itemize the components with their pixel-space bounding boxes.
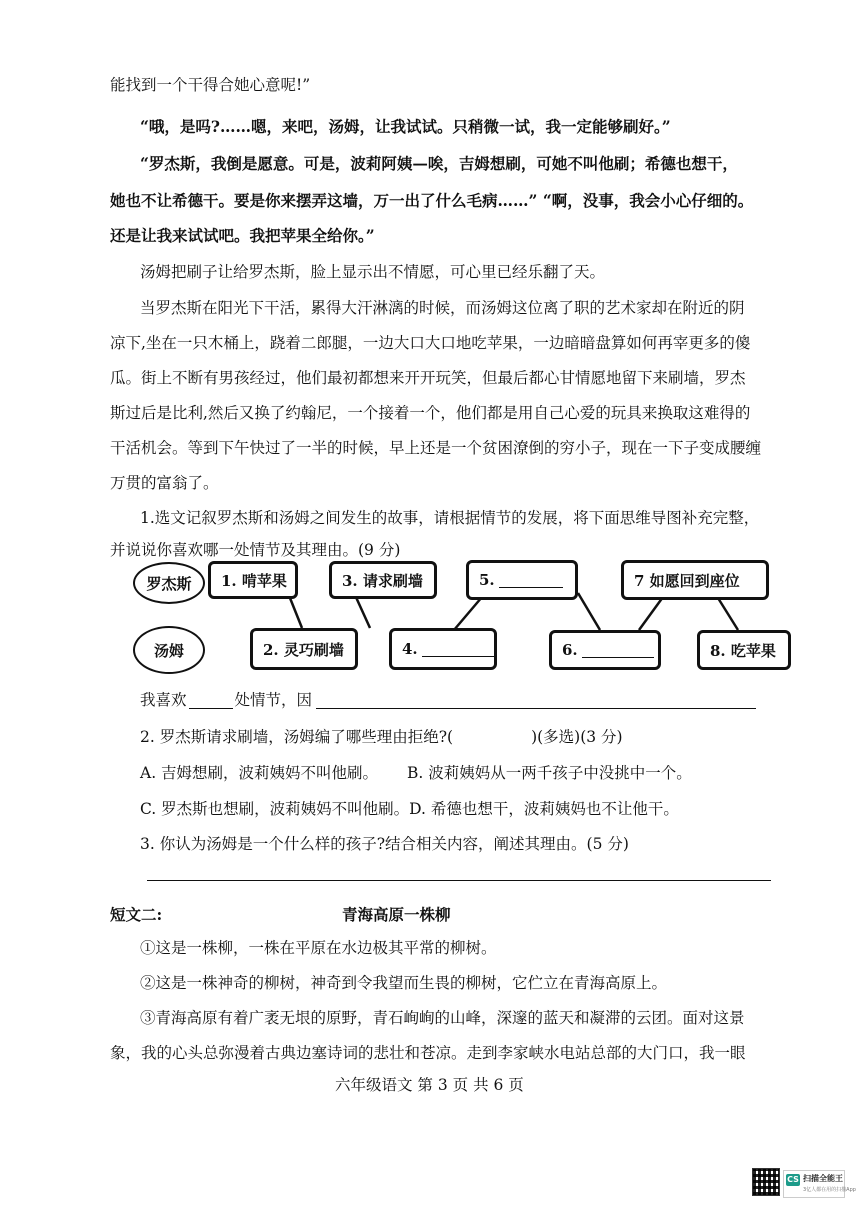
preference-prefix: 我喜欢: [140, 691, 187, 709]
story-line: 瓜。街上不断有男孩经过，他们最初都想来开开玩笑，但最后都心甘情愿地留下来刷墙，罗杰: [110, 369, 746, 387]
question-1-text: 1.选文记叙罗杰斯和汤姆之间发生的故事，请根据情节的发展，将下面思维导图补充完整，: [140, 509, 760, 527]
story-line: 干活机会。等到下午快过了一半的时候，早上还是一个贫困潦倒的穷小子，现在一下子变成腰缠: [110, 439, 762, 457]
passage-paragraph: ③青海高原有着广袤无垠的原野，青石峋峋的山峰，深邃的蓝天和凝滞的云团。面对这景: [140, 1009, 745, 1027]
story-line: 能找到一个干得合她心意呢!”: [110, 76, 311, 94]
answer-line[interactable]: [147, 880, 771, 881]
story-line: 万贯的富翁了。: [110, 474, 219, 492]
passage-label: 短文二:: [110, 905, 163, 924]
scanner-title: 扫描全能王: [803, 1174, 843, 1183]
passage-title: 青海高原一株柳: [342, 905, 451, 924]
page-footer: 六年级语文 第 3 页 共 6 页: [335, 1076, 524, 1094]
mindmap-node-4: [389, 628, 497, 670]
story-line: “哦，是吗?……嗯，来吧，汤姆，让我试试。只稍微一试，我一定能够刷好。”: [140, 117, 671, 136]
scanner-logo-icon: CS: [787, 1175, 799, 1184]
question-1-text: 并说说你喜欢哪一处情节及其理由。(9 分): [110, 541, 401, 559]
story-line: 汤姆把刷子让给罗杰斯，脸上显示出不情愿，可心里已经乐翻了天。: [140, 263, 606, 281]
mindmap-node-6: [549, 630, 661, 670]
passage-paragraph: ②这是一株神奇的柳树，神奇到令我望而生畏的柳树，它伫立在青海高原上。: [140, 974, 668, 992]
question-3-text: 3. 你认为汤姆是一个什么样的孩子?结合相关内容，阐述其理由。(5 分): [140, 835, 629, 853]
story-line: 凉下,坐在一只木桶上，跷着二郎腿，一边大口大口地吃苹果，一边暗暗盘算如何再宰更多的傻: [110, 334, 751, 352]
passage-paragraph: 象，我的心头总弥漫着古典边塞诗词的悲壮和苍凉。走到李家峡水电站总部的大门口，我一眼: [110, 1044, 746, 1062]
mindmap-node-5: [466, 560, 578, 600]
answer-blank[interactable]: [499, 573, 563, 588]
story-line: “罗杰斯，我倒是愿意。可是，波莉阿姨—唉，吉姆想刷，可她不叫他刷；希德也想干，: [140, 154, 738, 173]
passage-paragraph: ①这是一株柳，一株在平原在水边极其平常的柳树。: [140, 939, 497, 957]
scanner-subtitle: 3亿人都在用的扫描App: [803, 1187, 856, 1193]
question-2-tail: )(多选)(3 分): [531, 728, 623, 746]
character-label-rogers: 罗杰斯: [133, 562, 205, 604]
story-line: 斯过后是比利,然后又换了约翰尼，一个接着一个，他们都是用自己心爱的玩具来换取这难得的: [110, 404, 751, 422]
option-b: B. 波莉姨妈从一两千孩子中没挑中一个。: [407, 764, 692, 782]
story-line: 还是让我来试试吧。我把苹果全给你。”: [110, 226, 375, 245]
character-label-tom: 汤姆: [133, 626, 205, 674]
answer-blank[interactable]: [422, 642, 494, 657]
story-line: 当罗杰斯在阳光下干活，累得大汗淋漓的时候，而汤姆这位离了职的艺术家却在附近的阴: [140, 299, 745, 317]
node-number: 5.: [479, 571, 495, 589]
mindmap-node-1: 1. 啃苹果: [208, 561, 298, 599]
mindmap-node-8: 8. 吃苹果: [697, 630, 791, 670]
mindmap-node-2: 2. 灵巧刷墙: [250, 628, 358, 670]
answer-blank[interactable]: [316, 694, 756, 709]
story-line: 她也不让希德干。要是你来摆弄这墙，万一出了什么毛病……” “啊，没事，我会小心仔细的。: [110, 191, 754, 210]
answer-blank[interactable]: [582, 643, 654, 658]
qr-code-icon: [752, 1168, 780, 1196]
node-number: 6.: [562, 641, 578, 659]
option-c-d: C. 罗杰斯也想刷，波莉姨妈不叫他刷。D. 希德也想干，波莉姨妈也不让他干。: [140, 800, 679, 818]
scanner-badge: [783, 1170, 856, 1198]
preference-line: [140, 690, 756, 710]
node-number: 4.: [402, 640, 418, 658]
question-2-stem: [140, 727, 623, 747]
answer-blank[interactable]: [189, 694, 233, 709]
mindmap-node-3: 3. 请求刷墙: [329, 561, 437, 599]
preference-suffix: 处情节，因: [234, 691, 313, 709]
option-a: A. 吉姆想刷，波莉姨妈不叫他刷。: [140, 764, 379, 782]
question-2-text: 2. 罗杰斯请求刷墙，汤姆编了哪些理由拒绝?(: [140, 728, 454, 746]
mindmap-node-7: 7 如愿回到座位: [621, 560, 769, 600]
